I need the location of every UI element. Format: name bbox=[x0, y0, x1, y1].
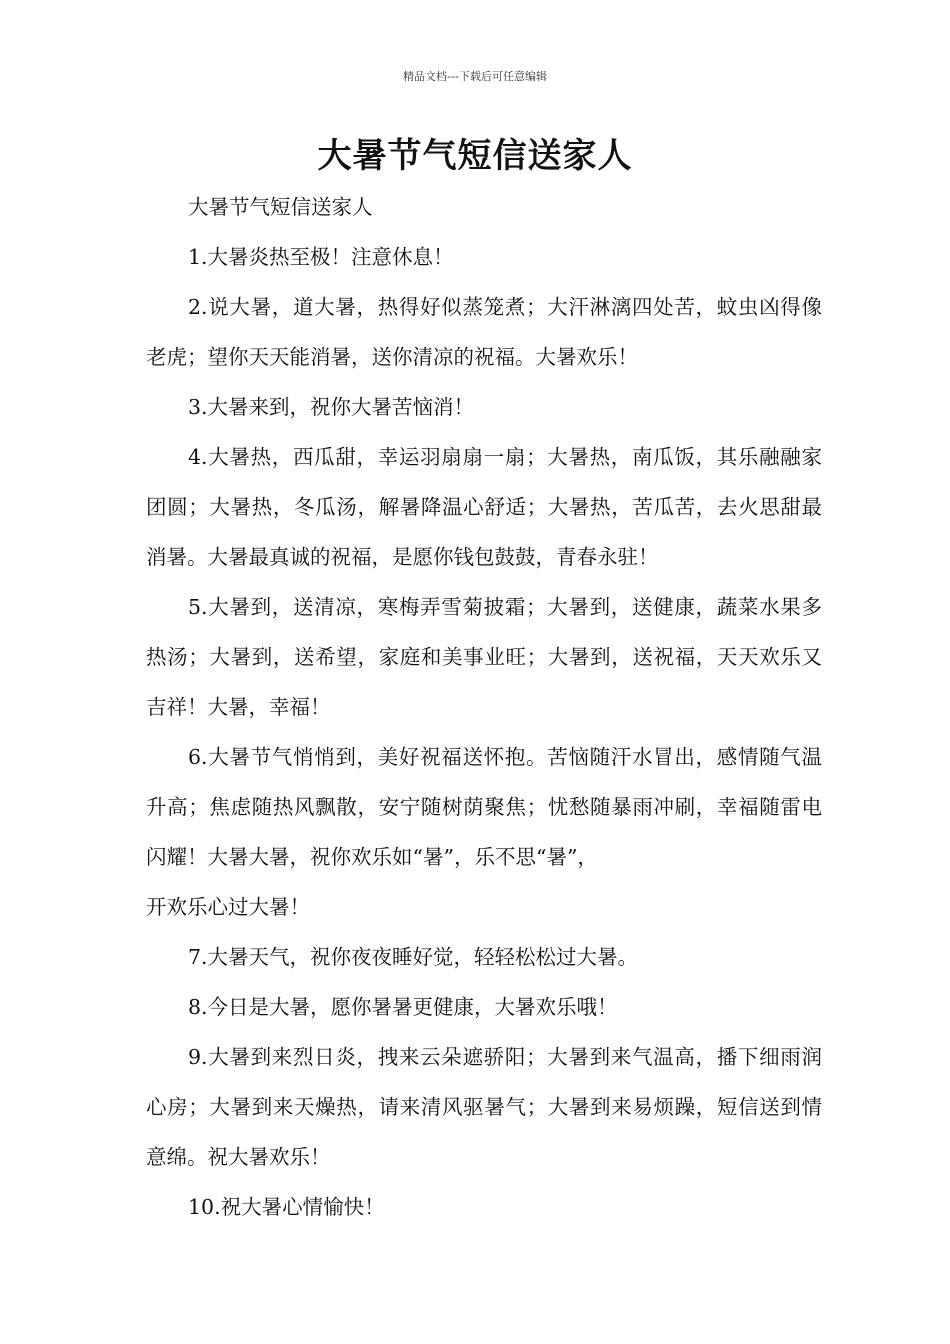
paragraph-3: 3.大暑来到，祝你大暑苦恼消！ bbox=[188, 395, 475, 419]
paragraph-4: 4.大暑热，西瓜甜，幸运羽扇扇一扇；大暑热，南瓜饭，其乐融融家团圆；大暑热，冬瓜汤，解暑降温心舒适；大暑热，苦瓜苦，去火思甜最消暑。大暑最真诚的祝福，是愿你钱包鼓鼓，青春永驻！ bbox=[146, 445, 822, 569]
paragraph-5: 5.大暑到，送清凉，寒梅弄雪菊披霜；大暑到，送健康，蔬菜水果多热汤；大暑到，送希望，家庭和美事业旺；大暑到，送祝福，天天欢乐又吉祥！大暑，幸福！ bbox=[146, 595, 822, 719]
header-note: 精品文档---下载后可任意编辑 bbox=[403, 70, 547, 83]
paragraph-7: 7.大暑天气，祝你夜夜睡好觉，轻轻松松过大暑。 bbox=[188, 945, 639, 969]
paragraph-2: 2.说大暑，道大暑，热得好似蒸笼煮；大汗淋漓四处苦，蚊虫凶得像老虎；望你天天能消暑，送你清凉的祝福。大暑欢乐！ bbox=[146, 295, 822, 369]
document-title: 大暑节气短信送家人 bbox=[317, 136, 633, 176]
paragraph-10: 10.祝大暑心情愉快！ bbox=[188, 1195, 385, 1219]
paragraph-8: 8.今日是大暑，愿你暑暑更健康，大暑欢乐哦！ bbox=[188, 995, 618, 1019]
paragraph-9: 9.大暑到来烈日炎，拽来云朵遮骄阳；大暑到来气温高，播下细雨润心房；大暑到来天燥热，请来清风驱暑气；大暑到来易烦躁，短信送到情意绵。祝大暑欢乐！ bbox=[146, 1045, 822, 1169]
paragraph-1: 1.大暑炎热至极！注意休息！ bbox=[188, 245, 454, 269]
document-body bbox=[146, 182, 822, 1232]
paragraph-6: 6.大暑节气悄悄到，美好祝福送怀抱。苦恼随汗水冒出，感情随气温升高；焦虑随热风飘散，安宁随树荫聚焦；忧愁随暴雨冲刷，幸福随雷电闪耀！大暑大暑，祝你欢乐如“暑”，乐不思“暑”， bbox=[146, 745, 822, 869]
subtitle-paragraph: 大暑节气短信送家人 bbox=[188, 195, 373, 219]
paragraph-6-continued: 开欢乐心过大暑！ bbox=[146, 895, 310, 919]
